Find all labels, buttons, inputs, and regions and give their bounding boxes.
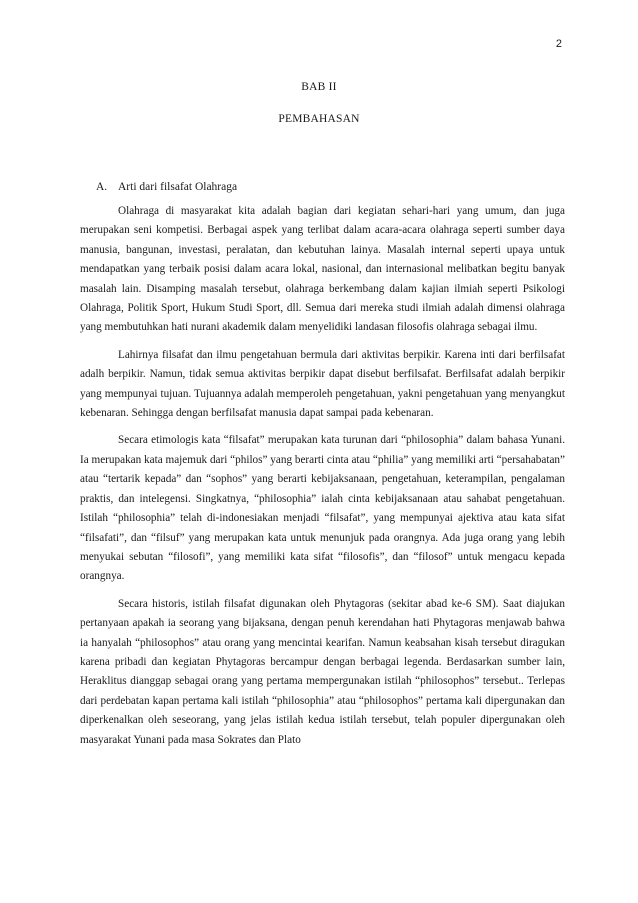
body-text	[80, 202, 565, 758]
section-title: Arti dari filsafat Olahraga	[118, 181, 238, 193]
paragraph: Olahraga di masyarakat kita adalah bagian dari kegiatan sehari-hari yang umum, dan juga merupakan seni kompetisi. Berbagai aspek yang terlibat dalam acara-acara olahraga seperti sumber daya manusia, bangunan, investasi, peralatan, dan kebutuhan lainya. Masalah internal seperti upaya untuk mendapatkan yang terbaik posisi dalam acara lokal, nasional, dan internasional melibatkan begitu banyak masalah lain. Disamping masalah tersebut, olahraga berkembang dalam kajian ilmiah seperti Psikologi Olahraga, Politik Sport, Hukum Studi Sport, dll. Semua dari mereka studi ilmiah adalah dimensi olahraga yang membutuhkan hati nurani akademik dalam menyelidiki landasan filosofis olahraga sebagai ilmu.	[80, 205, 565, 334]
paragraph: Lahirnya filsafat dan ilmu pengetahuan bermula dari aktivitas berpikir. Karena inti dari berfilsafat adalh berpikir. Namun, tidak semua aktivitas berpikir dapat disebut berfilsafat. Berfilsafat adalah berpikir yang mempunyai tujuan. Tujuannya adalah memperoleh pengetahuan, yakni pengetahuan yang menyangkut kebenaran. Sehingga dengan berfilsafat manusia dapat sampai pada kebenaran.	[80, 348, 565, 420]
paragraph: Secara etimologis kata “filsafat” merupakan kata turunan dari “philosophia” dalam bahasa Yunani. Ia merupakan kata majemuk dari “philos” yang berarti cinta atau “philia” yang memiliki arti “persahabatan” atau “tertarik kepada” dan “sophos” yang berarti kebijaksanaan, pengetahuan, keterampilan, pengalaman praktis, dan intelegensi. Singkatnya, “philosophia” ialah cinta kebijaksanaan atau sahabat pengetahuan. Istilah “philosophia” telah di-indonesiakan menjadi “filsafat”, yang mempunyai ajektiva atau kata sifat “filsafati”, dan “filsuf” yang merupakan kata untuk menunjuk pada orangnya. Ada juga orang yang lebih menyukai sebutan “filosofi”, yang memiliki kata sifat “filosofis”, dan “filosof” untuk mengacu kepada orangnya.	[80, 434, 565, 583]
page-number: 2	[555, 38, 562, 50]
paragraph: Secara historis, istilah filsafat digunakan oleh Phytagoras (sekitar abad ke-6 SM). Saat diajukan pertanyaan apakah ia seorang yang bijaksana, dengan penuh kerendahan hati Phytagoras menjawab bahwa ia hanyalah “philosophos” atau orang yang mencintai kearifan. Namun keabsahan kisah tersebut diragukan karena pribadi dan kegiatan Phytagoras bercampur dengan berbagai legenda. Berdasarkan sumber lain, Heraklitus dianggap sebagai orang yang pertama mempergunakan istilah “philosophos” tersebut.. Terlepas dari perdebatan kapan pertama kali istilah “philosophia” atau “philosophos” pertama kali dipergunakan dan diperkenalkan oleh seseorang, yang jelas istilah kedua istilah tersebut, telah populer dipergunakan oleh masyarakat Yunani pada masa Sokrates dan Plato	[80, 597, 565, 746]
page-title: PEMBAHASAN	[278, 113, 360, 125]
chapter-heading: BAB II	[301, 81, 337, 93]
section-label: A.	[96, 181, 108, 193]
section-heading	[96, 181, 237, 193]
